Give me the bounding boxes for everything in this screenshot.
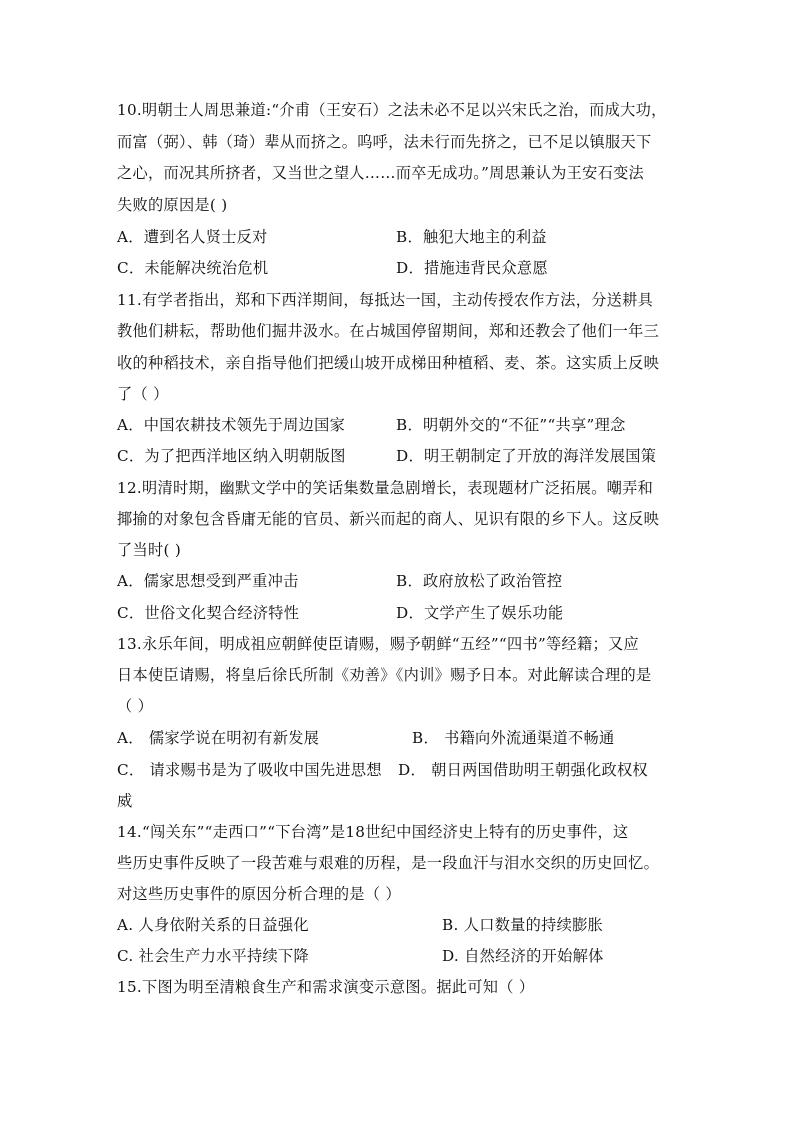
question-13-stem-line: （ ） [117,697,154,715]
question-12-option-b: B．政府放松了政治管控 [396,572,563,590]
question-15-stem-line: 15.下图为明至清粮食生产和需求演变示意图。据此可知（ ） [117,978,535,996]
question-14-option-d: D. 自然经济的开始解体 [442,947,604,965]
question-13-option-d: D． 朝日两国借助明王朝强化政权权 [398,761,648,779]
question-11-stem-line: 了（ ） [117,385,169,403]
question-13-option-c: C． 请求赐书是为了吸收中国先进思想 [117,761,382,779]
question-11-option-d: D．明王朝制定了开放的海洋发展国策 [396,447,657,465]
question-11-stem-line: 收的种稻技术，亲自指导他们把缓山坡开成梯田种植稻、麦、茶。这实质上反映 [117,354,660,372]
question-12-option-d: D．文学产生了娱乐功能 [396,604,564,622]
question-14-option-a: A. 人身依附关系的日益强化 [117,916,309,934]
question-13-stem-line: 13.永乐年间，明成祖应朝鲜使臣请赐，赐予朝鲜“五经”“四书”等经籍；又应 [117,635,639,653]
question-13-option-b: B． 书籍向外流通渠道不畅通 [412,729,615,747]
question-14-option-c: C. 社会生产力水平持续下降 [117,947,309,965]
question-12-option-c: C．世俗文化契合经济特性 [117,604,300,622]
question-11-option-b: B．明朝外交的“不征”“共享”理念 [396,416,626,434]
question-14-stem-line: 些历史事件反映了一段苦难与艰难的历程，是一段血汗与泪水交织的历史回忆。 [117,854,660,872]
question-14-option-b: B. 人口数量的持续膨胀 [442,916,604,934]
question-10-option-d: D．措施违背民众意愿 [396,259,548,277]
question-10-stem-line: 而富（弼）、韩（琦）辈从而挤之。呜呼，法未行而先挤之，已不足以镇服天下 [117,133,652,151]
question-11-stem-line: 11.有学者指出，郑和下西洋期间，每抵达一国，主动传授农作方法，分送耕具 [117,291,654,309]
question-10-option-b: B．触犯大地主的利益 [396,228,547,246]
question-13-option-a: A． 儒家学说在明初有新发展 [117,729,320,747]
question-13-option-d-wrap: 威 [117,792,133,810]
question-12-stem-line: 12.明清时期，幽默文学中的笑话集数量急剧增长，表现题材广泛拓展。嘲弄和 [117,479,654,497]
question-11-stem-line: 教他们耕耘，帮助他们掘井汲水。在占城国停留期间，郑和还教会了他们一年三 [117,322,660,340]
question-10-option-a: A．遭到名人贤士反对 [117,228,268,246]
question-12-option-a: A．儒家思想受到严重冲击 [117,572,299,590]
question-10-stem-line: 失败的原因是( ) [117,196,228,214]
question-12-stem-line: 了当时( ) [117,541,182,559]
question-10-stem-line: 10.明朝士人周思兼道:“介甫（王安石）之法未必不足以兴宋氏之治，而成大功， [117,101,667,119]
question-12-stem-line: 揶揄的对象包含昏庸无能的官员、新兴而起的商人、见识有限的乡下人。这反映 [117,510,660,528]
question-14-stem-line: 对这些历史事件的原因分析合理的是（ ） [117,885,401,903]
question-10-stem-line: 之心，而况其所挤者，又当世之望人……而卒无成功。”周思兼认为王安石变法 [117,164,645,182]
question-11-option-c: C．为了把西洋地区纳入明朝版图 [117,447,346,465]
question-10-option-c: C．未能解决统治危机 [117,259,269,277]
question-11-option-a: A．中国农耕技术领先于周边国家 [117,416,346,434]
question-14-stem-line: 14.“闯关东”“走西口”“下台湾”是18世纪中国经济史上特有的历史事件，这 [117,823,629,841]
question-13-stem-line: 日本使臣请赐，将皇后徐氏所制《劝善》《内训》赐予日本。对此解读合理的是 [117,666,652,684]
